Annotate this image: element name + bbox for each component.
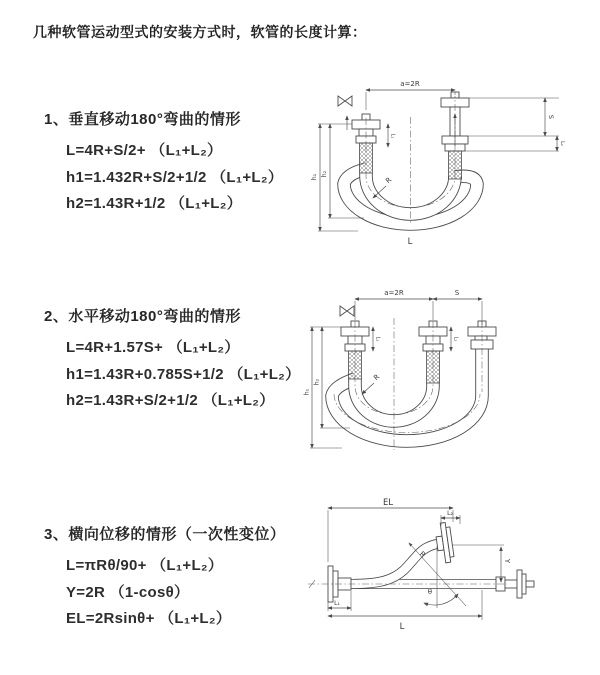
radius-label: R (417, 549, 427, 560)
dim-label-l2: L₂ (452, 336, 459, 342)
angle-theta-label: θ (427, 588, 432, 596)
dim-label-l1: L₁ (389, 133, 396, 139)
dim-label-h1: h₁ (303, 388, 311, 396)
section-3-heading: 3、横向位移的情形（一次性变位） (44, 526, 286, 543)
dimensions (328, 498, 511, 632)
length-label: L (407, 237, 413, 247)
dim-label-el: EL (382, 498, 394, 508)
formula-line: L=πRθ/90+ （L₁+L₂） (66, 557, 224, 574)
section-1-heading: 1、垂直移动180°弯曲的情形 (44, 111, 241, 128)
section-2 (44, 305, 300, 415)
section-3 (44, 523, 285, 633)
dim-label-l: L (399, 622, 405, 632)
formula-line: h2=1.43R+1/2 （L₁+L₂） (66, 195, 243, 212)
section-2-formulas (66, 335, 300, 415)
formula-line: EL=2Rsinθ+ （L₁+L₂） (66, 610, 232, 627)
dim-label-a2r: a=2R (384, 289, 404, 297)
section-1-formulas (66, 138, 283, 218)
dim-label-l1: L₁ (374, 336, 381, 342)
dim-label-l2: L₂ (559, 141, 565, 146)
radius-label: R (384, 175, 394, 186)
formula-line: h1=1.43R+0.785S+1/2 （L₁+L₂） (66, 365, 301, 383)
section-1 (44, 108, 283, 218)
formula-line: Y=2R （1-cosθ） (66, 583, 190, 601)
dim-label-l2: L₂ (447, 510, 453, 517)
dim-label-l1: L₁ (334, 600, 340, 607)
dim-label-h2: h₂ (313, 378, 321, 386)
radius-label: R (372, 372, 382, 383)
flange-displaced (434, 522, 454, 564)
dim-label-a2r: a=2R (400, 80, 420, 88)
angle-construction (409, 543, 466, 608)
hose-displaced-position (351, 543, 443, 584)
dim-label-h1: h₁ (311, 173, 318, 181)
valve-icon (340, 306, 354, 316)
diagram-vertical-180-bend (300, 62, 590, 262)
diagram-horizontal-180-bend (300, 284, 600, 474)
formula-line: L=4R+S/2+ （L₁+L₂） (66, 142, 223, 159)
formula-line: h1=1.432R+S/2+1/2 （L₁+L₂） (66, 168, 284, 186)
page-title: 几种软管运动型式的安装方式时，软管的长度计算： (33, 24, 367, 40)
dim-label-s: S (454, 289, 460, 297)
formula-line: L=4R+1.57S+ （L₁+L₂） (66, 339, 240, 356)
diagram-lateral-displacement (300, 494, 600, 652)
formula-line: h2=1.43R+S/2+1/2 （L₁+L₂） (66, 392, 275, 409)
dim-label-s: S (547, 114, 555, 120)
section-3-formulas (66, 553, 285, 633)
valve-icon (338, 96, 352, 106)
dim-label-y: Y (503, 558, 511, 564)
section-2-heading: 2、水平移动180°弯曲的情形 (44, 308, 241, 325)
dim-label-h2: h₂ (321, 170, 328, 178)
